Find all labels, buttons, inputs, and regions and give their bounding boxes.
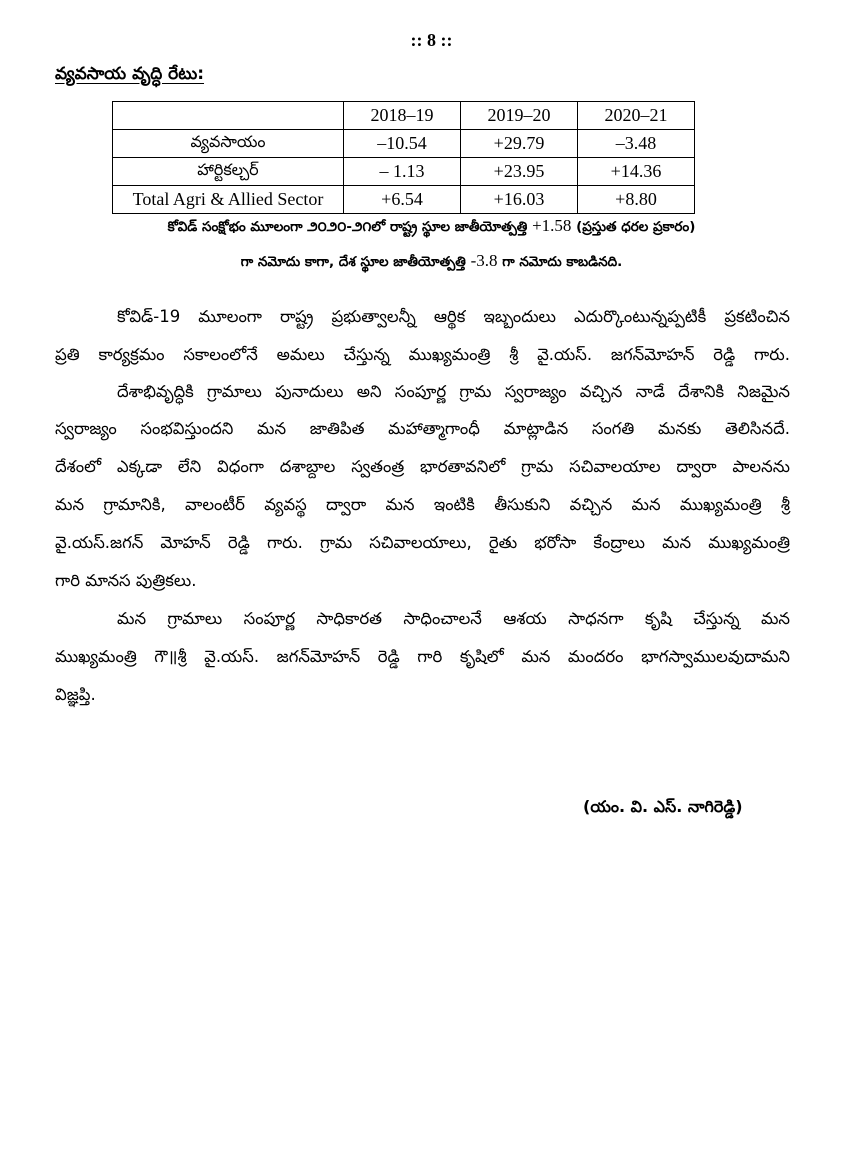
paragraph-line: ముఖ్యమంత్రి గౌ॥శ్రీ వై.యస్. జగన్‌మోహన్ రెడ్డి గారి కృషిలో మన మందరం భాగస్వాములవుదామని [55, 647, 790, 666]
paragraph-line: ప్రతి కార్యక్రమం సకాలంలోనే అమలు చేస్తున్న ముఖ్యమంత్రి శ్రీ వై.యస్. జగన్‌మోహన్ రెడ్డి గారు. [55, 345, 790, 364]
growth-rate-table [112, 101, 695, 214]
table-row [113, 130, 695, 158]
table-cell: – 1.13 [344, 158, 461, 186]
note-text: కోవిడ్ సంక్షోభం మూలంగా ౨౦౨౦-౨౧లో రాష్ట్ర స్థూల జాతీయోత్పత్తి [167, 219, 528, 235]
row-label: Total Agri & Allied Sector [113, 186, 344, 214]
table-cell: +6.54 [344, 186, 461, 214]
table-header-row [113, 102, 695, 130]
paragraph-line: విజ్ఞప్తి. [55, 685, 96, 704]
table-cell: +8.80 [578, 186, 695, 214]
paragraph-line: వై.యస్.జగన్ మోహన్ రెడ్డి గారు. గ్రామ సచివాలయాలు, రైతు భరోసా కేంద్రాలు మన ముఖ్యమంత్రి [55, 533, 790, 552]
table-cell: +16.03 [461, 186, 578, 214]
table-cell: +14.36 [578, 158, 695, 186]
section-heading: వ్యవసాయ వృద్ధి రేటు: [55, 64, 205, 84]
signature: (యం. వి. ఎస్. నాగిరెడ్డి) [583, 797, 743, 816]
table-cell: –10.54 [344, 130, 461, 158]
national-gdp-value: -3.8 [470, 251, 498, 270]
note-text: గా నమోదు కాగా, దేశ స్థూల జాతీయోత్పత్తి [240, 254, 466, 270]
table-row [113, 186, 695, 214]
paragraph-line: మన గ్రామానికి, వాలంటీర్ వ్యవస్థ ద్వారా మన ఇంటికి తీసుకుని వచ్చిన మన ముఖ్యమంత్రి శ్రీ [55, 495, 790, 514]
table-header-cell: 2019–20 [461, 102, 578, 130]
table-header-cell [113, 102, 344, 130]
table-cell: +29.79 [461, 130, 578, 158]
table-row [113, 158, 695, 186]
table-header-cell: 2018–19 [344, 102, 461, 130]
gsdp-note-line-2 [0, 251, 863, 273]
paragraph-line: మన గ్రామాలు సంపూర్ణ సాధికారత సాధించాలనే ఆశయ సాధనగా కృషి చేస్తున్న మన [117, 609, 790, 628]
paragraph-line: దేశంలో ఎక్కడా లేని విధంగా దశాబ్దాల స్వతంత్ర భారతావనిలో గ్రామ సచివాలయాల ద్వారా పాలనను [55, 457, 790, 476]
table-header-cell: 2020–21 [578, 102, 695, 130]
table-cell: –3.48 [578, 130, 695, 158]
note-text: (ప్రస్తుత ధరల ప్రకారం) [576, 219, 696, 235]
paragraph-line: గారి మానస పుత్రికలు. [55, 571, 197, 590]
table-cell: +23.95 [461, 158, 578, 186]
state-gsdp-value: +1.58 [532, 216, 572, 235]
gsdp-note-line-1 [0, 216, 863, 238]
note-text: గా నమోదు కాబడినది. [502, 254, 623, 270]
paragraph-line: దేశాభివృద్ధికి గ్రామాలు పునాదులు అని సంపూర్ణ గ్రామ స్వరాజ్యం వచ్చిన నాడే దేశానికి నిజమైన [117, 382, 790, 401]
page-number: :: 8 :: [410, 30, 453, 50]
row-label: హార్టికల్చర్ [113, 158, 344, 186]
row-label: వ్యవసాయం [113, 130, 344, 158]
paragraph-line: కోవిడ్-19 మూలంగా రాష్ట్ర ప్రభుత్వాలన్నీ ఆర్థిక ఇబ్బందులు ఎదుర్కొంటున్నప్పటికీ ప్రకటించిన [117, 307, 790, 326]
paragraph-line: స్వరాజ్యం సంభవిస్తుందని మన జాతిపిత మహాత్మాగాంధీ మాట్లాడిన సంగతి మనకు తెలిసినదే. [55, 419, 790, 438]
